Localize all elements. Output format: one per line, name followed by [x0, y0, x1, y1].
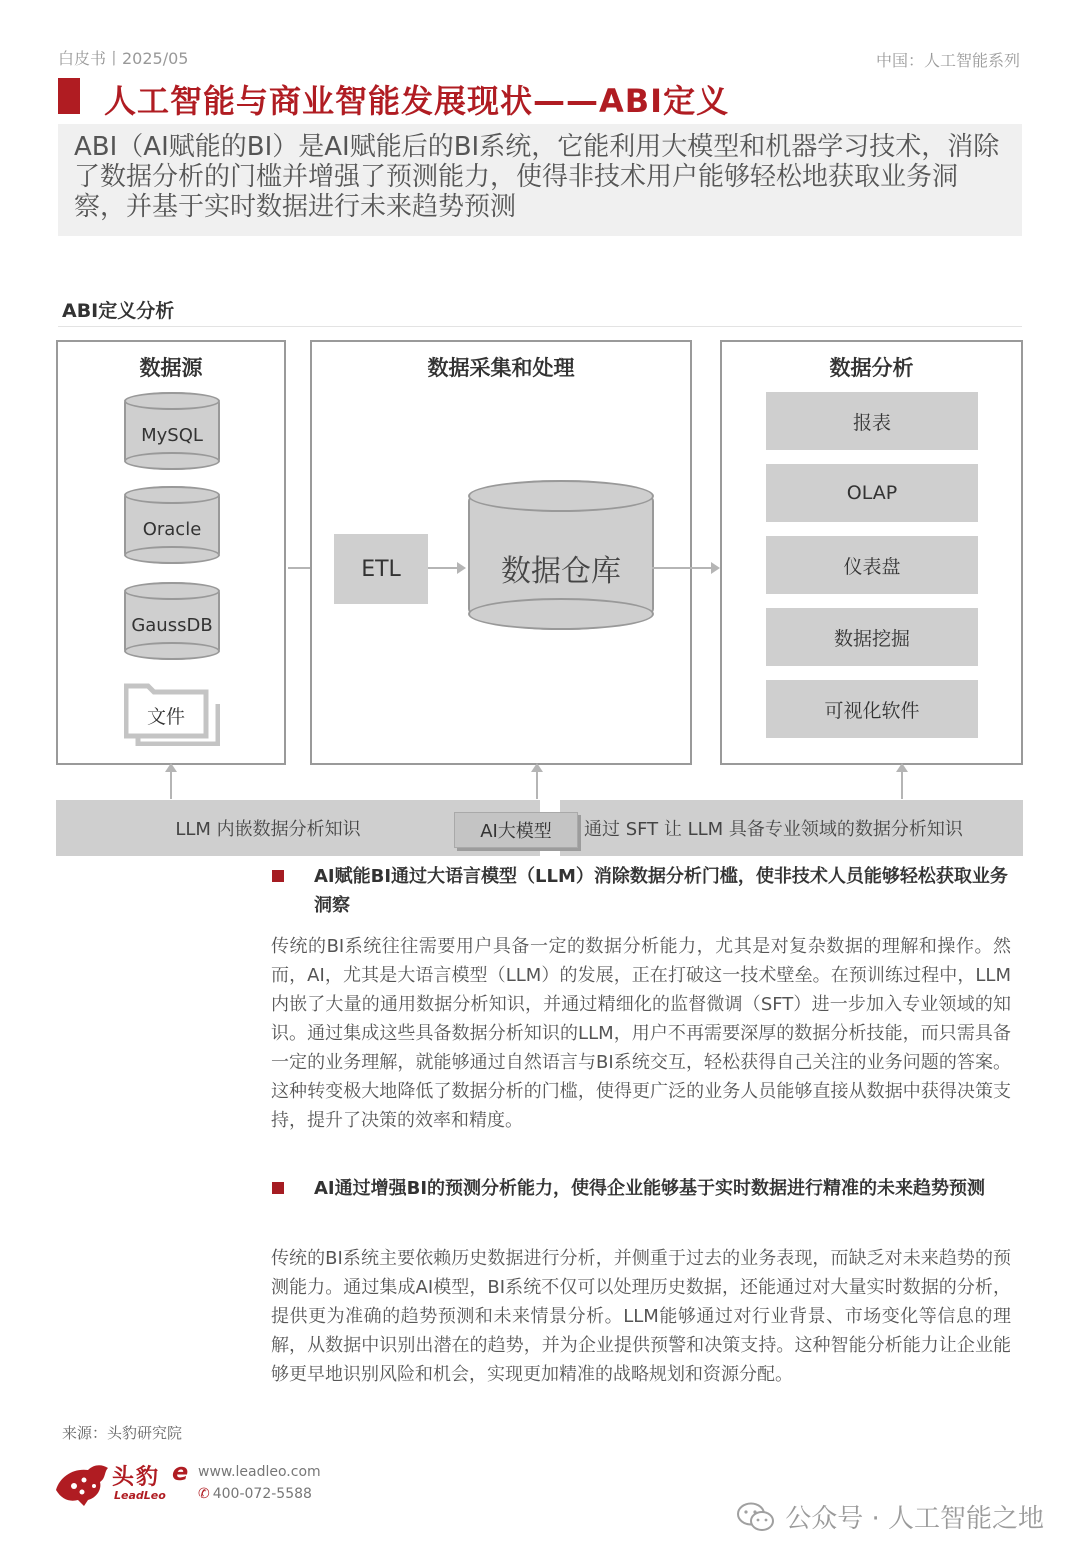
arrow-etl-to-warehouse — [428, 567, 464, 569]
point-heading: AI赋能BI通过大语言模型（LLM）消除数据分析门槛，使非技术人员能够轻松获取业务洞察 — [314, 866, 1008, 916]
leopard-logo-icon — [54, 1460, 110, 1506]
database-label: GaussDB — [131, 615, 213, 636]
database-label: MySQL — [141, 425, 203, 446]
phone-icon: ✆ — [198, 1486, 210, 1502]
llm-band-right — [560, 800, 1023, 856]
database-oracle-icon — [124, 486, 220, 564]
arrow-llm-to-analysis — [901, 769, 903, 799]
panel-data-sources — [56, 340, 286, 765]
wechat-watermark — [737, 1498, 1044, 1535]
panel-title-processing: 数据采集和处理 — [427, 356, 575, 380]
logo-english: LeadLeo — [114, 1489, 166, 1502]
llm-right-label: 通过 SFT 让 LLM 具备专业领域的数据分析知识 — [584, 819, 963, 840]
panel-processing — [310, 340, 692, 765]
database-gaussdb-icon — [124, 582, 220, 660]
wechat-icon — [737, 1502, 775, 1532]
panel-title-analysis: 数据分析 — [829, 356, 914, 380]
title-accent-bar — [58, 78, 80, 114]
folder-label: 文件 — [146, 706, 185, 728]
point-body: 传统的BI系统往往需要用户具备一定的数据分析能力，尤其是对复杂数据的理解和操作。然而，AI，尤其是大语言模型（LLM）的发展，正在打破这一技术壁垒。在预训练过程中，LLM内嵌了大量的通用数据分析知识，并通过精细化的监督微调（SFT）进一步加入专业领域的知识。通过集成这些具备数据分析知识的LLM，用户不再需要深厚的数据分析技能，而只需具备一定的业务理解，就能够通过自然语言与BI系统交互，轻松获得自己关注的业务问题的答案。这种转变极大地降低了数据分析的门槛，使得更广泛的业务人员能够直接从数据中获得决策支持，提升了决策的效率和精度。 — [271, 936, 1011, 1131]
section-divider — [58, 326, 1022, 327]
logo-chinese: 头豹 — [112, 1465, 161, 1490]
phone-number — [198, 1486, 312, 1502]
phone-value: 400-072-5588 — [212, 1486, 312, 1502]
panel-title-sources: 数据源 — [139, 356, 203, 380]
logo-e-mark: e — [172, 1458, 189, 1486]
warehouse-label: 数据仓库 — [501, 554, 621, 589]
panel-analysis — [720, 340, 1023, 765]
bullet-marker — [272, 870, 284, 882]
header-left: 白皮书丨2025/05 — [58, 49, 189, 68]
database-label: Oracle — [142, 519, 202, 540]
analysis-item-report: 报表 — [766, 392, 978, 450]
watermark-text: 公众号 · 人工智能之地 — [785, 1504, 1044, 1534]
ai-model-badge: AI大模型 — [454, 812, 578, 848]
bullet-marker — [272, 1182, 284, 1194]
page-title: 人工智能与商业智能发展现状——ABI定义 — [104, 82, 730, 120]
point-body: 传统的BI系统主要依赖历史数据进行分析，并侧重于过去的业务表现，而缺乏对未来趋势的预测能力。通过集成AI模型，BI系统不仅可以处理历史数据，还能通过对大量实时数据的分析，提供更为准确的趋势预测和未来情景分析。LLM能够通过对行业背景、市场变化等信息的理解，从数据中识别出潜在的趋势，并为企业提供预警和决策支持。这种智能分析能力让企业能够更早地识别风险和机会，实现更加精准的战略规划和资源分配。 — [271, 1248, 1011, 1385]
etl-box: ETL — [334, 534, 428, 604]
analysis-item-olap: OLAP — [766, 464, 978, 522]
analysis-item-dashboard: 仪表盘 — [766, 536, 978, 594]
database-mysql-icon — [124, 392, 220, 470]
analysis-item-visualization: 可视化软件 — [766, 680, 978, 738]
analysis-item-data-mining: 数据挖掘 — [766, 608, 978, 666]
website-link[interactable]: www.leadleo.com — [198, 1464, 321, 1480]
point-heading: AI通过增强BI的预测分析能力，使得企业能够基于实时数据进行精准的未来趋势预测 — [314, 1178, 986, 1199]
folder-icon — [124, 682, 220, 746]
arrow-llm-to-processing — [536, 769, 538, 799]
header-right: 中国：人工智能系列 — [875, 51, 1020, 70]
section-title: ABI定义分析 — [62, 300, 175, 322]
llm-left-label: LLM 内嵌数据分析知识 — [175, 819, 361, 840]
arrow-processing-to-analysis — [652, 567, 718, 569]
summary-box: ABI（AI赋能的BI）是AI赋能后的BI系统，它能利用大模型和机器学习技术，消除了数据分析的门槛并增强了预测能力，使得非技术用户能够轻松地获取业务洞察，并基于实时数据进行未来趋势预测 — [58, 124, 1022, 236]
arrow-llm-to-sources — [170, 769, 172, 799]
source-note: 来源：头豹研究院 — [62, 1424, 183, 1442]
data-warehouse-icon — [468, 480, 654, 630]
